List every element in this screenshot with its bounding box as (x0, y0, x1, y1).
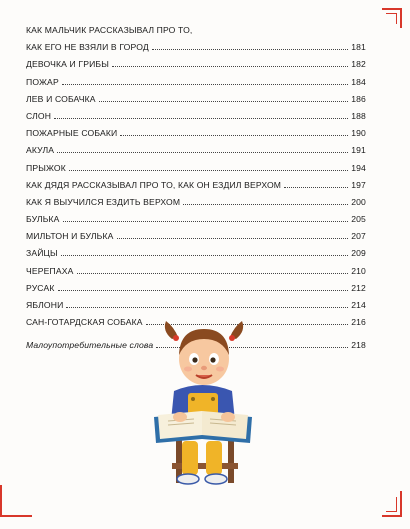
toc-entry-title: ЛЕВ И СОБАЧКА (26, 93, 96, 104)
toc-entry-title: КАК Я ВЫУЧИЛСЯ ЕЗДИТЬ ВЕРХОМ (26, 196, 181, 207)
toc-entry-page: 186 (351, 93, 366, 104)
toc-entry-title: МИЛЬТОН И БУЛЬКА (26, 231, 114, 242)
toc-entry[interactable] (26, 104, 366, 121)
toc-entry-page: 188 (351, 110, 366, 121)
toc-entry-title: ПРЫЖОК (26, 162, 66, 173)
toc-entry-title: КАК ДЯДЯ РАССКАЗЫВАЛ ПРО ТО, КАК ОН ЕЗДИЛ ВЕРХОМ (26, 179, 282, 190)
dot-leader (77, 272, 349, 274)
toc-entry[interactable] (26, 276, 366, 293)
toc-entry-page: 200 (351, 196, 366, 207)
corner-ornament-top-right (382, 8, 402, 28)
dot-leader (66, 306, 348, 308)
toc-entry[interactable] (26, 190, 366, 207)
dot-leader (284, 186, 348, 188)
toc-entry-page: 218 (351, 340, 366, 351)
dot-leader (183, 203, 348, 205)
toc-entry[interactable] (26, 241, 366, 258)
toc-entry[interactable] (26, 173, 366, 190)
toc-entry-page: 194 (351, 162, 366, 173)
toc-entry-page: 181 (351, 42, 366, 53)
dot-leader (61, 254, 348, 256)
toc-entry-title: АКУЛА (26, 145, 55, 156)
toc-entry[interactable] (26, 155, 366, 172)
dot-leader (120, 134, 348, 136)
toc-entry[interactable] (26, 121, 366, 138)
dot-leader (69, 169, 348, 171)
toc-entry-title: БУЛЬКА (26, 214, 60, 225)
dot-leader (117, 237, 349, 239)
toc-entry[interactable] (26, 35, 366, 52)
toc-entry[interactable] (26, 293, 366, 310)
toc-entry-title: ПОЖАР (26, 76, 59, 87)
toc-entry[interactable] (26, 258, 366, 275)
toc-entry-page: 216 (351, 317, 366, 328)
toc-entry-page: 182 (351, 59, 366, 70)
toc-entry-page: 210 (351, 265, 366, 276)
dot-leader (99, 100, 348, 102)
toc-entry-page: 212 (351, 282, 366, 293)
toc-entry[interactable] (26, 52, 366, 69)
toc-entry[interactable] (26, 138, 366, 155)
toc-entry-title: ЯБЛОНИ (26, 300, 64, 310)
toc-entry[interactable] (26, 224, 366, 241)
dot-leader (63, 220, 348, 222)
dot-leader (57, 151, 348, 153)
corner-ornament-bottom-left (0, 485, 32, 517)
dot-leader (58, 289, 348, 291)
toc-entry[interactable] (26, 87, 366, 104)
toc-entry-page: 190 (351, 128, 366, 139)
toc-entry-page: 214 (351, 300, 366, 310)
toc-entry-title: СЛОН (26, 110, 52, 121)
toc-entry-title: ЧЕРЕПАХА (26, 265, 74, 276)
table-of-contents (26, 24, 366, 350)
toc-entry-page: 207 (351, 231, 366, 242)
dot-leader (152, 48, 348, 50)
toc-entry-page: 209 (351, 248, 366, 259)
toc-entry-page: 197 (351, 179, 366, 190)
toc-entry-title: Малоупотребительные слова (26, 340, 154, 351)
toc-entry[interactable] (26, 207, 366, 224)
toc-entry-title: ДЕВОЧКА И ГРИБЫ (26, 59, 109, 70)
dot-leader (54, 117, 348, 119)
dot-leader (112, 65, 348, 67)
toc-entry-title: ПОЖАРНЫЕ СОБАКИ (26, 128, 118, 139)
toc-entry-page: 184 (351, 76, 366, 87)
toc-entry[interactable] (26, 69, 366, 86)
toc-entry-title: САН-ГОТАРДСКАЯ СОБАКА (26, 317, 143, 328)
toc-entry-page: 205 (351, 214, 366, 225)
dot-leader (62, 83, 348, 85)
toc-entry-page: 191 (351, 145, 366, 156)
toc-entry[interactable] (26, 24, 366, 35)
corner-ornament-bottom-right (382, 491, 402, 517)
toc-entry-title: ЗАЙЦЫ (26, 248, 58, 259)
toc-entry-title: РУСАК (26, 282, 55, 293)
toc-entry-title: КАК МАЛЬЧИК РАССКАЗЫВАЛ ПРО ТО, (26, 25, 193, 35)
toc-entry-title: КАК ЕГО НЕ ВЗЯЛИ В ГОРОД (26, 42, 149, 53)
girl-reading-book-illustration (144, 313, 262, 493)
